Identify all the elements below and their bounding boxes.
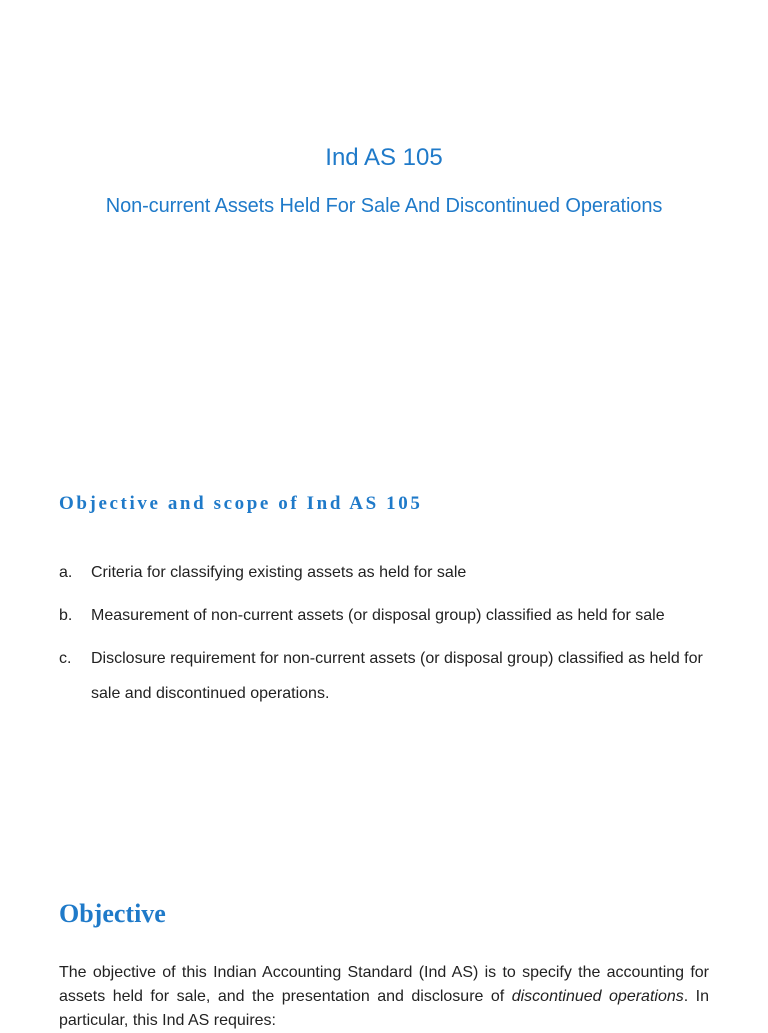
scope-list (59, 555, 719, 719)
scope-list-item (59, 598, 719, 633)
list-marker: c. (59, 650, 72, 667)
scope-list-item (59, 641, 719, 711)
list-item-text: Disclosure requirement for non-current assets (or disposal group) classified as held for sale and discontinued operations. (91, 650, 703, 702)
scope-list-item (59, 555, 719, 590)
objective-text-italic: discontinued operations (511, 988, 684, 1005)
objective-paragraph (59, 961, 709, 1033)
objective-text-part1: The objective of this Indian Accounting Standard (Ind AS) is to specify the accounting for assets held for sale, and the presentation and disclosure of (59, 964, 709, 1005)
list-marker: b. (59, 607, 73, 624)
document-title: Ind AS 105 (325, 144, 443, 171)
document-subtitle: Non-current Assets Held For Sale And Discontinued Operations (105, 195, 663, 217)
list-item-text: Measurement of non-current assets (or disposal group) classified as held for sale (91, 607, 665, 624)
objective-text-part2: . In particular, this Ind AS requires: (59, 988, 710, 1029)
list-marker: a. (59, 564, 73, 581)
list-item-text: Criteria for classifying existing assets as held for sale (91, 564, 467, 581)
scope-section-heading: Objective and scope of Ind AS 105 (59, 493, 423, 514)
objective-heading: Objective (59, 899, 166, 928)
